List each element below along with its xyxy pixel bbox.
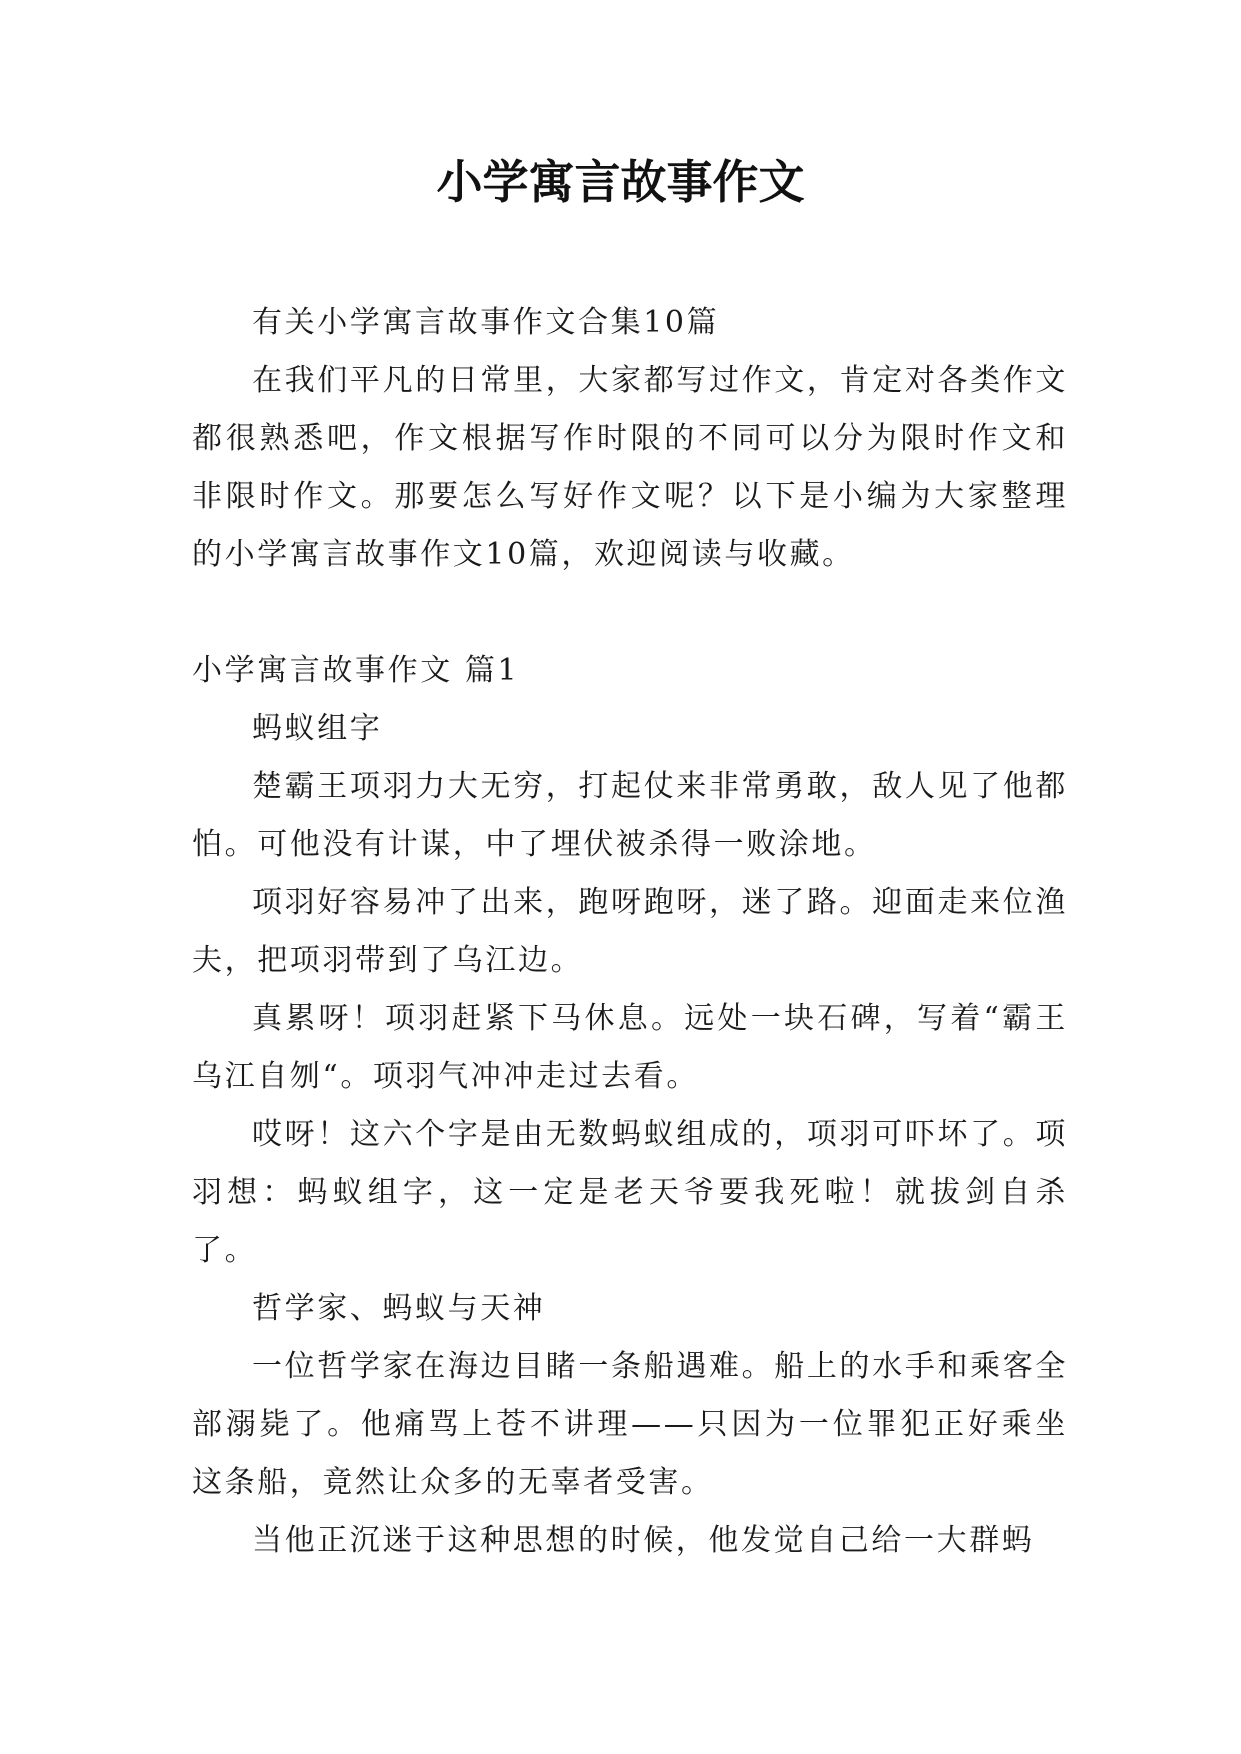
- document-body: [192, 294, 1068, 1570]
- section-heading: 小学寓言故事作文 篇1: [192, 653, 520, 688]
- story-paragraph: 哎呀！这六个字是由无数蚂蚁组成的，项羽可吓坏了。项羽想：蚂蚁组字，这一定是老天爷要我死啦！就拔剑自杀了。: [192, 1117, 1068, 1268]
- story-paragraph: 当他正沉迷于这种思想的时候，他发觉自己给一大群蚂: [252, 1523, 1035, 1558]
- story-paragraph: 楚霸王项羽力大无穷，打起仗来非常勇敢，敌人见了他都怕。可他没有计谋，中了埋伏被杀得一败涂地。: [192, 769, 1068, 862]
- collection-heading: 有关小学寓言故事作文合集10篇: [252, 305, 720, 340]
- story-paragraph: 项羽好容易冲了出来，跑呀跑呀，迷了路。迎面走来位渔夫，把项羽带到了乌江边。: [192, 885, 1068, 978]
- story-title: 哲学家、蚂蚁与天神: [252, 1291, 546, 1326]
- story-title: 蚂蚁组字: [252, 711, 383, 746]
- intro-paragraph: 在我们平凡的日常里，大家都写过作文，肯定对各类作文都很熟悉吧，作文根据写作时限的不同可以分为限时作文和非限时作文。那要怎么写好作文呢？以下是小编为大家整理的小学寓言故事作文10篇，欢迎阅读与收藏。: [192, 363, 1068, 572]
- story-paragraph: 一位哲学家在海边目睹一条船遇难。船上的水手和乘客全部溺毙了。他痛骂上苍不讲理——只因为一位罪犯正好乘坐这条船，竟然让众多的无辜者受害。: [192, 1349, 1068, 1500]
- document-title: 小学寓言故事作文: [436, 155, 805, 209]
- story-paragraph: 真累呀！项羽赶紧下马休息。远处一块石碑，写着“霸王乌江自刎“。项羽气冲冲走过去看。: [192, 1001, 1068, 1094]
- section-spacer: [192, 584, 1068, 642]
